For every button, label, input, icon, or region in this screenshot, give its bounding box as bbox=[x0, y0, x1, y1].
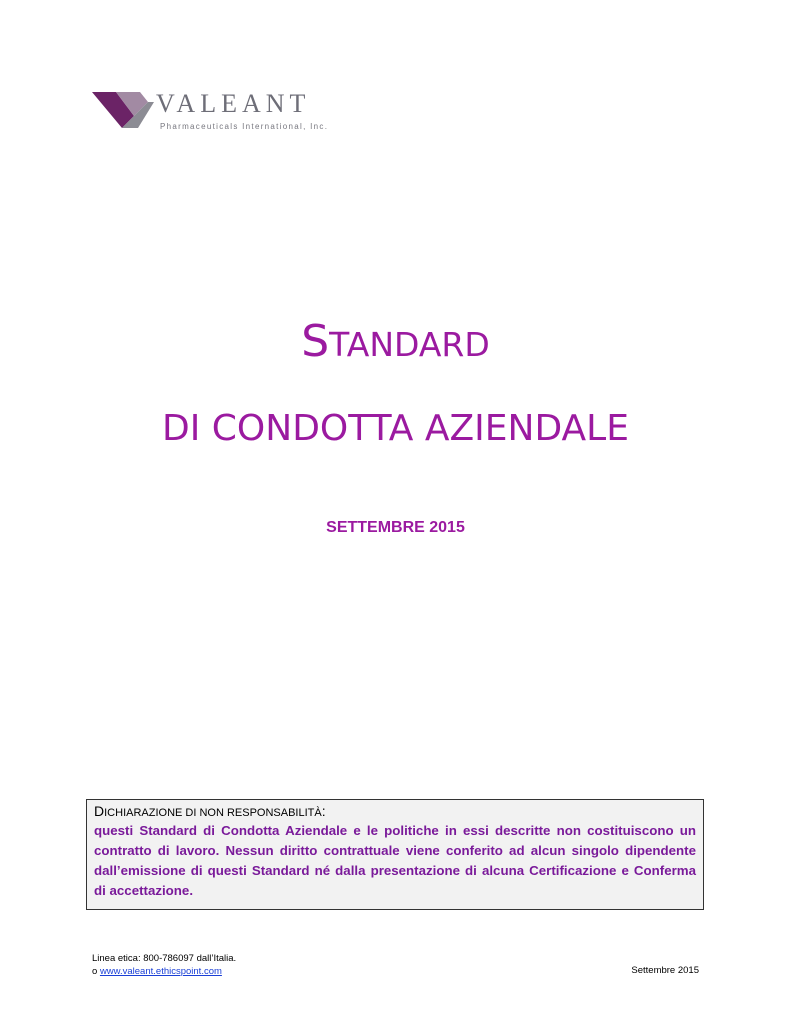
disclaimer-heading bbox=[94, 804, 696, 821]
company-logo bbox=[92, 89, 332, 134]
title-initial: S bbox=[301, 316, 330, 367]
disclaimer-box bbox=[86, 799, 704, 910]
title-rest: TANDARD bbox=[329, 325, 490, 364]
disclaimer-heading-initial: D bbox=[94, 803, 105, 819]
document-title-line2: DI CONDOTTA AZIENDALE bbox=[162, 408, 629, 449]
logo-company-name: VALEANT bbox=[156, 89, 311, 118]
disclaimer-heading-rest: ICHIARAZIONE DI NON RESPONSABILITÀ bbox=[104, 807, 322, 819]
footer-link-line bbox=[92, 965, 236, 978]
ethicspoint-link[interactable]: www.valeant.ethicspoint.com bbox=[99, 966, 222, 977]
document-date: SETTEMBRE 2015 bbox=[326, 519, 465, 536]
document-title-line1 bbox=[0, 316, 791, 367]
valeant-logo-mark-icon bbox=[92, 92, 154, 132]
disclaimer-text: questi Standard di Condotta Aziendale e le politiche in essi descritte non costituiscono un contratto di lavoro. Nessun diritto contrattuale viene conferito ad alcun singolo dipendente dall’emissione di questi Standard né dalla presentazione di alcuna Certificazione e Conferma di accettazione. bbox=[94, 823, 696, 898]
footer-contact bbox=[92, 952, 236, 978]
footer-ethics-line: Linea etica: 800-786097 dall’Italia. bbox=[92, 953, 237, 964]
disclaimer-heading-colon: : bbox=[321, 803, 326, 819]
footer-date: Settembre 2015 bbox=[631, 965, 699, 976]
logo-company-subtitle: Pharmaceuticals International, Inc. bbox=[160, 122, 329, 131]
footer-or-prefix: o bbox=[92, 966, 100, 977]
